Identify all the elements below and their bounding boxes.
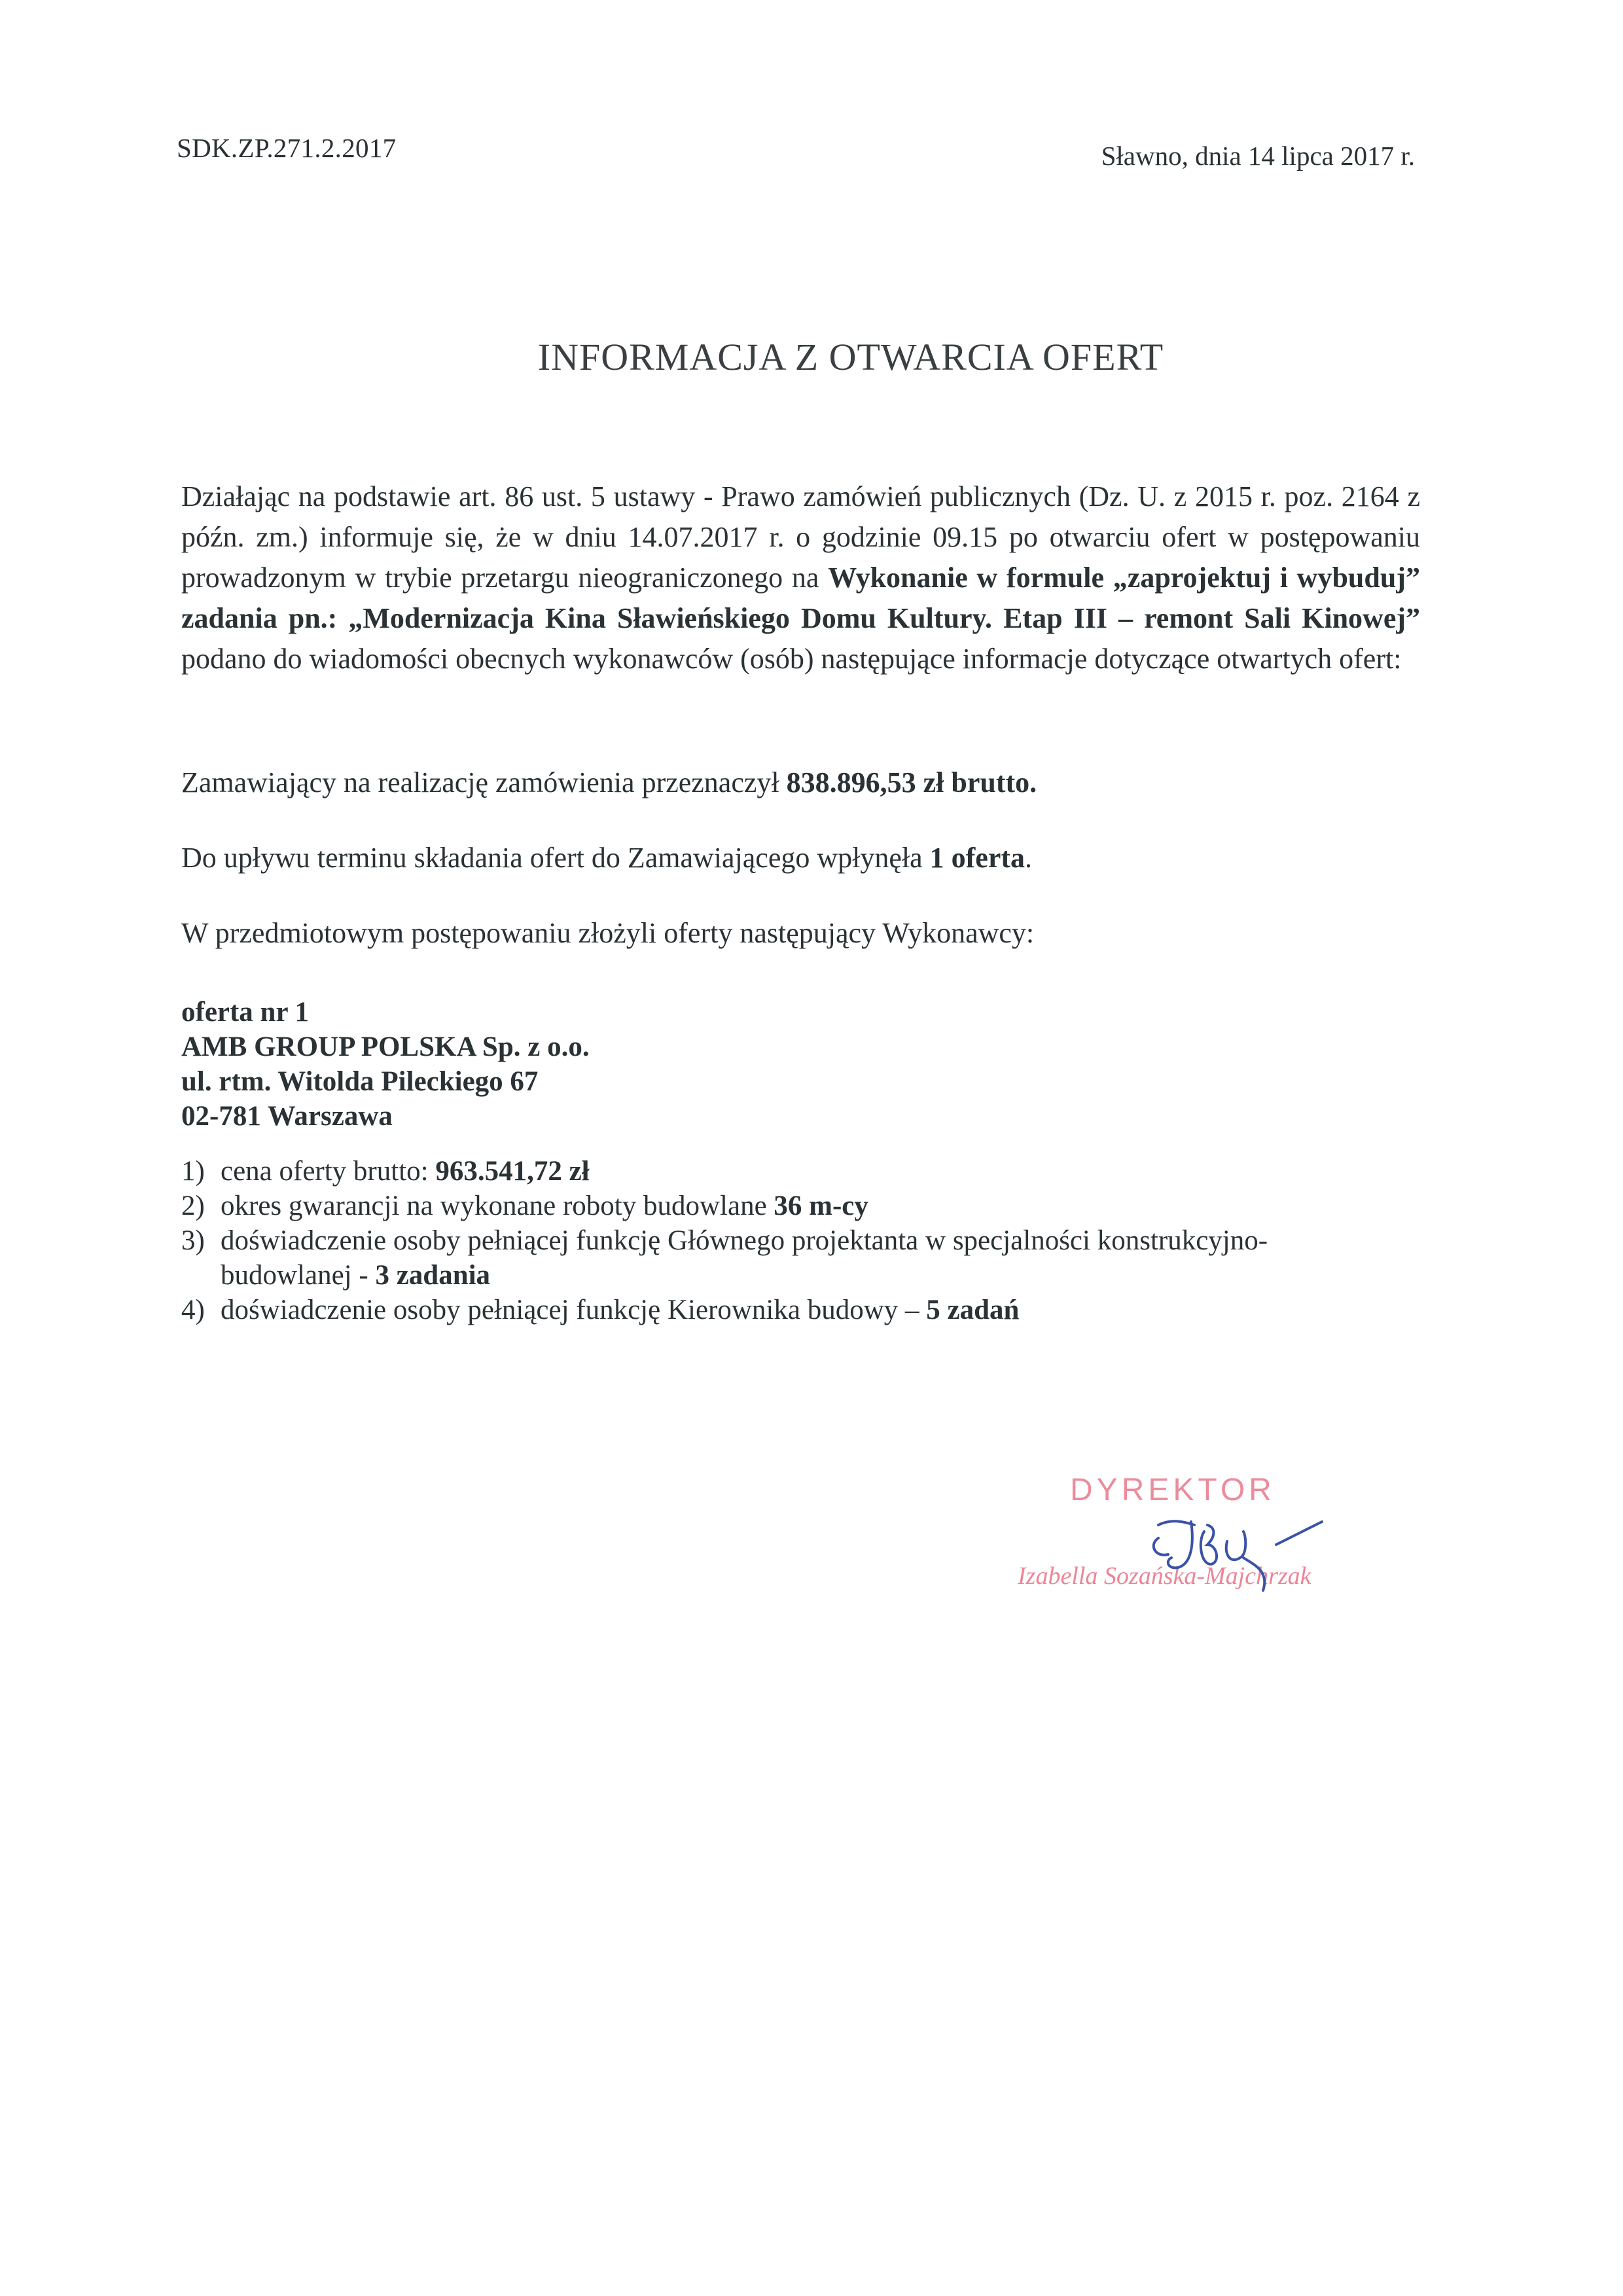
item-value: 36 m-cy [774, 1191, 868, 1221]
place-and-date: Sławno, dnia 14 lipca 2017 r. [1101, 141, 1415, 171]
offer-details-list [181, 1154, 1281, 1327]
offers-count-text: Do upływu terminu składania ofert do Zamawiającego wpłynęła [181, 842, 930, 874]
director-stamp-signature [1008, 1460, 1400, 1604]
budget-text: Zamawiający na realizację zamówienia przeznaczył [181, 766, 787, 798]
item-number: 3) [181, 1225, 205, 1256]
item-number: 4) [181, 1295, 205, 1325]
item-number: 1) [181, 1156, 205, 1187]
offers-count-end: . [1025, 842, 1033, 874]
offer-detail-item [181, 1189, 1281, 1223]
offers-count-value: 1 oferta [929, 842, 1026, 874]
offer-detail-item [181, 1223, 1281, 1293]
item-text: doświadczenie osoby pełniącej funkcję Głównego projektanta w specjalności konstrukcyjno-budowlanej - [221, 1225, 1268, 1291]
item-text: cena oferty brutto: [221, 1156, 436, 1187]
document-title-text: INFORMACJA Z OTWARCIA OFERT [537, 336, 1164, 378]
offer-detail-item [181, 1154, 1281, 1189]
offer-number: oferta nr 1 [181, 997, 310, 1028]
document-reference: SDK.ZP.271.2.2017 [177, 133, 397, 163]
intro-text-2: podano do wiadomości obecnych wykonawców (osób) następujące informacje dotyczące otwartych ofert: [181, 643, 1402, 675]
offer-detail-item [181, 1293, 1281, 1327]
offer-company: AMB GROUP POLSKA Sp. z o.o. [181, 1031, 590, 1062]
budget-line [181, 766, 1037, 799]
budget-amount: 838.896,53 zł brutto. [786, 766, 1037, 798]
document-title [0, 335, 1623, 379]
offers-count-line [181, 841, 1032, 874]
item-value: 5 zadań [926, 1295, 1020, 1325]
intro-task-name: Wykonanie w formule „zaprojektuj i wybuduj” zadania pn.: „Modernizacja Kina Sławieńskiego Domu Kultury. Etap III – remont Sali Kinowej” [181, 562, 1420, 634]
intro-text-1: Działając na podstawie art. 86 ust. 5 ustawy - Prawo zamówień publicznych (Dz. U. z 2015 r. poz. 2164 z późn. zm.) informuje się, że w dniu 14.07.2017 r. o godzinie 09.15 po otwarciu ofert w postępowaniu prowadzonym w trybie przetargu nieograniczonego na [181, 480, 1420, 594]
stamp-name: Izabella Sozańska-Majchrzak [1018, 1562, 1311, 1590]
item-value: 3 zadania [375, 1260, 491, 1291]
bidders-intro: W przedmiotowym postępowaniu złożyli oferty następujący Wykonawcy: [181, 917, 1035, 949]
item-number: 2) [181, 1191, 205, 1221]
offer-block [181, 995, 590, 1134]
stamp-title: DYREKTOR [1070, 1473, 1275, 1507]
item-text: doświadczenie osoby pełniącej funkcję Kierownika budowy – [221, 1295, 927, 1325]
offer-city: 02-781 Warszawa [181, 1101, 393, 1132]
intro-paragraph [181, 476, 1420, 679]
item-value: 963.541,72 zł [435, 1156, 590, 1187]
item-text: okres gwarancji na wykonane roboty budowlane [221, 1191, 774, 1221]
offer-street: ul. rtm. Witolda Pileckiego 67 [181, 1066, 539, 1097]
